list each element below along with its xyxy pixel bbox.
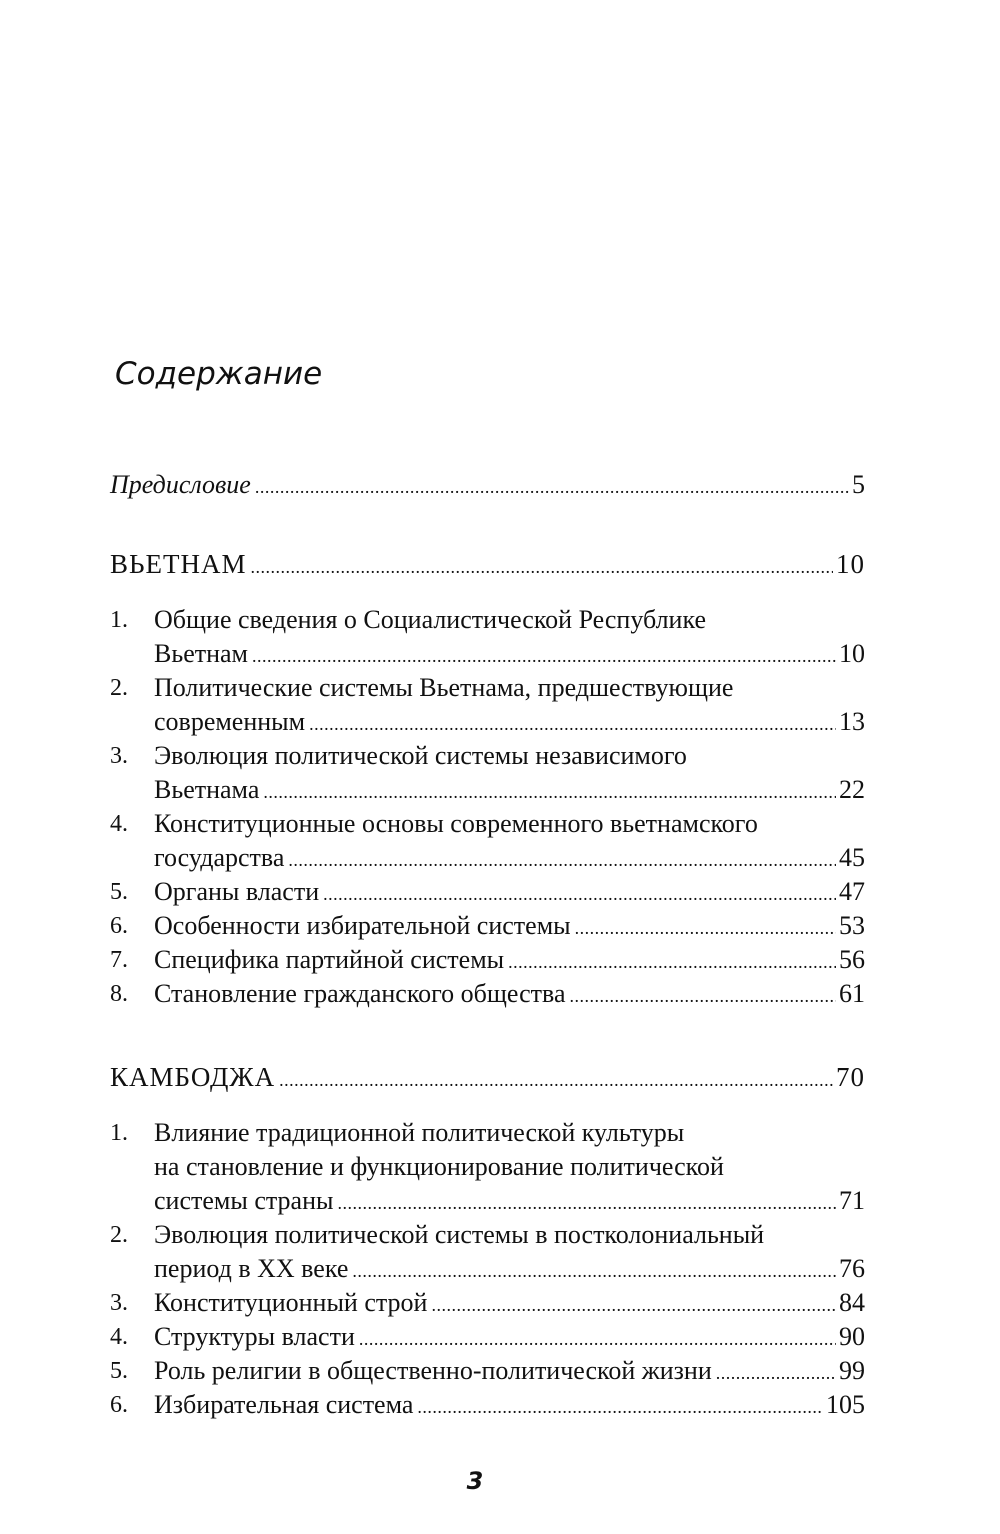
toc-entry[interactable] (110, 943, 865, 977)
toc-entry-last-line (154, 705, 865, 739)
toc-page-number: 13 (839, 707, 865, 736)
dot-leader (359, 1322, 836, 1356)
toc-entry[interactable] (110, 909, 865, 943)
toc-entry-number: 4. (110, 811, 128, 837)
dot-leader (263, 775, 836, 809)
dot-leader (279, 1063, 833, 1097)
toc-entry-number: 2. (110, 675, 128, 701)
toc-page-number: 45 (839, 843, 865, 872)
toc-entry-title: современным (154, 707, 306, 736)
toc-entry-title: государства (154, 843, 285, 872)
toc-entry-last-line (154, 773, 865, 807)
toc-page-number: 10 (836, 549, 865, 579)
toc-entry-title: период в XX веке (154, 1254, 349, 1283)
toc-entry[interactable] (110, 1320, 865, 1354)
toc-entry-title: системы страны (154, 1186, 334, 1215)
toc-entry-title-line: Эволюция политической системы независимого (154, 741, 687, 770)
toc-page-number: 53 (839, 911, 865, 940)
toc-entry-title-line: на становление и функционирование политической (154, 1152, 724, 1181)
toc-page-number: 76 (839, 1254, 865, 1283)
toc-entry-last-line (154, 1252, 865, 1286)
toc-entry-last-line (154, 1354, 865, 1388)
toc-entry[interactable] (110, 1354, 865, 1388)
dot-leader (716, 1356, 836, 1390)
toc-entry-last-line (154, 1320, 865, 1354)
toc-page-number: 84 (839, 1288, 865, 1317)
toc-entry[interactable] (110, 1286, 865, 1320)
toc-entry-title: Предисловие (110, 470, 251, 499)
toc-section-title: ВЬЕТНАМ (110, 549, 247, 579)
toc-entry-last-line (154, 1184, 865, 1218)
toc-section-cambodia (110, 1060, 865, 1094)
toc-entry-number: 1. (110, 607, 128, 633)
toc-entry-title: Роль религии в общественно-политической жизни (154, 1356, 712, 1385)
toc-entry[interactable] (110, 977, 865, 1011)
dot-leader (352, 1254, 836, 1288)
toc-entry-number: 5. (110, 879, 128, 905)
toc-entry[interactable] (110, 875, 865, 909)
toc-entry-number: 5. (110, 1358, 128, 1384)
dot-leader (431, 1288, 836, 1322)
toc-entry-title: Становление гражданского общества (154, 979, 566, 1008)
toc-entry-last-line (154, 637, 865, 671)
toc-entry-title-line: Эволюция политической системы в постколониальный (154, 1220, 765, 1249)
dot-leader (569, 979, 836, 1013)
toc-entry-last-line (154, 875, 865, 909)
toc-page-number: 90 (839, 1322, 865, 1351)
toc-entry[interactable] (110, 671, 865, 739)
toc-entry-title: Органы власти (154, 877, 320, 906)
toc-entry-last-line (154, 977, 865, 1011)
toc-entry-title-line: Влияние традиционной политической культуры (154, 1118, 685, 1147)
toc-title: Содержание (115, 356, 323, 392)
dot-leader (417, 1390, 823, 1424)
toc-page-number: 105 (826, 1390, 865, 1419)
toc-entry-title: Структуры власти (154, 1322, 355, 1351)
toc-entry-title: Избирательная система (154, 1390, 414, 1419)
toc-entry-title: Конституционный строй (154, 1288, 428, 1317)
toc-section-heading[interactable] (110, 547, 865, 581)
toc-entry-number: 6. (110, 1392, 128, 1418)
dot-leader (251, 550, 833, 584)
toc-section-title: КАМБОДЖА (110, 1062, 276, 1092)
toc-entry-title-line: Конституционные основы современного вьетнамского (154, 809, 758, 838)
toc-entry-number: 3. (110, 743, 128, 769)
dot-leader (255, 470, 849, 504)
toc-page-number: 71 (839, 1186, 865, 1215)
toc-content (110, 468, 865, 1422)
toc-entry[interactable] (110, 739, 865, 807)
toc-page-number: 22 (839, 775, 865, 804)
toc-entry[interactable] (110, 603, 865, 671)
toc-page-number: 10 (839, 639, 865, 668)
toc-entry-number: 6. (110, 913, 128, 939)
toc-entry-title: Специфика партийной системы (154, 945, 505, 974)
toc-section-vietnam (110, 547, 865, 581)
dot-leader (252, 639, 836, 673)
page-number: 3 (466, 1467, 484, 1495)
toc-page-number: 56 (839, 945, 865, 974)
dot-leader (323, 877, 836, 911)
toc-entry-title: Вьетнама (154, 775, 260, 804)
toc-entry-last-line (154, 1286, 865, 1320)
dot-leader (288, 843, 836, 877)
toc-entry-last-line (154, 943, 865, 977)
toc-entry[interactable] (110, 1116, 865, 1218)
toc-entry[interactable] (110, 1218, 865, 1286)
dot-leader (508, 945, 836, 979)
toc-entry-number: 7. (110, 947, 128, 973)
toc-entry-number: 4. (110, 1324, 128, 1350)
dot-leader (575, 911, 836, 945)
toc-entry-title: Вьетнам (154, 639, 249, 668)
toc-entry-number: 2. (110, 1222, 128, 1248)
toc-preface-entry[interactable] (110, 468, 865, 502)
toc-entries-vietnam (110, 603, 865, 1011)
toc-section-heading[interactable] (110, 1060, 865, 1094)
dot-leader (309, 707, 836, 741)
toc-page-number: 99 (839, 1356, 865, 1385)
toc-entry-last-line (154, 1388, 865, 1422)
toc-page-number: 47 (839, 877, 865, 906)
toc-entry-last-line (154, 841, 865, 875)
toc-entry[interactable] (110, 807, 865, 875)
dot-leader (337, 1186, 836, 1220)
toc-entry-number: 8. (110, 981, 128, 1007)
toc-entry-title-line: Политические системы Вьетнама, предшествующие (154, 673, 734, 702)
toc-entry-last-line (154, 909, 865, 943)
toc-entry[interactable] (110, 1388, 865, 1422)
toc-entries-cambodia (110, 1116, 865, 1422)
toc-entry-title-line: Общие сведения о Социалистической Республике (154, 605, 706, 634)
toc-entry-number: 1. (110, 1120, 128, 1146)
toc-page-number: 61 (839, 979, 865, 1008)
toc-page-number: 70 (836, 1062, 865, 1092)
toc-entry-title: Особенности избирательной системы (154, 911, 571, 940)
toc-page-number: 5 (852, 470, 865, 499)
toc-entry-number: 3. (110, 1290, 128, 1316)
